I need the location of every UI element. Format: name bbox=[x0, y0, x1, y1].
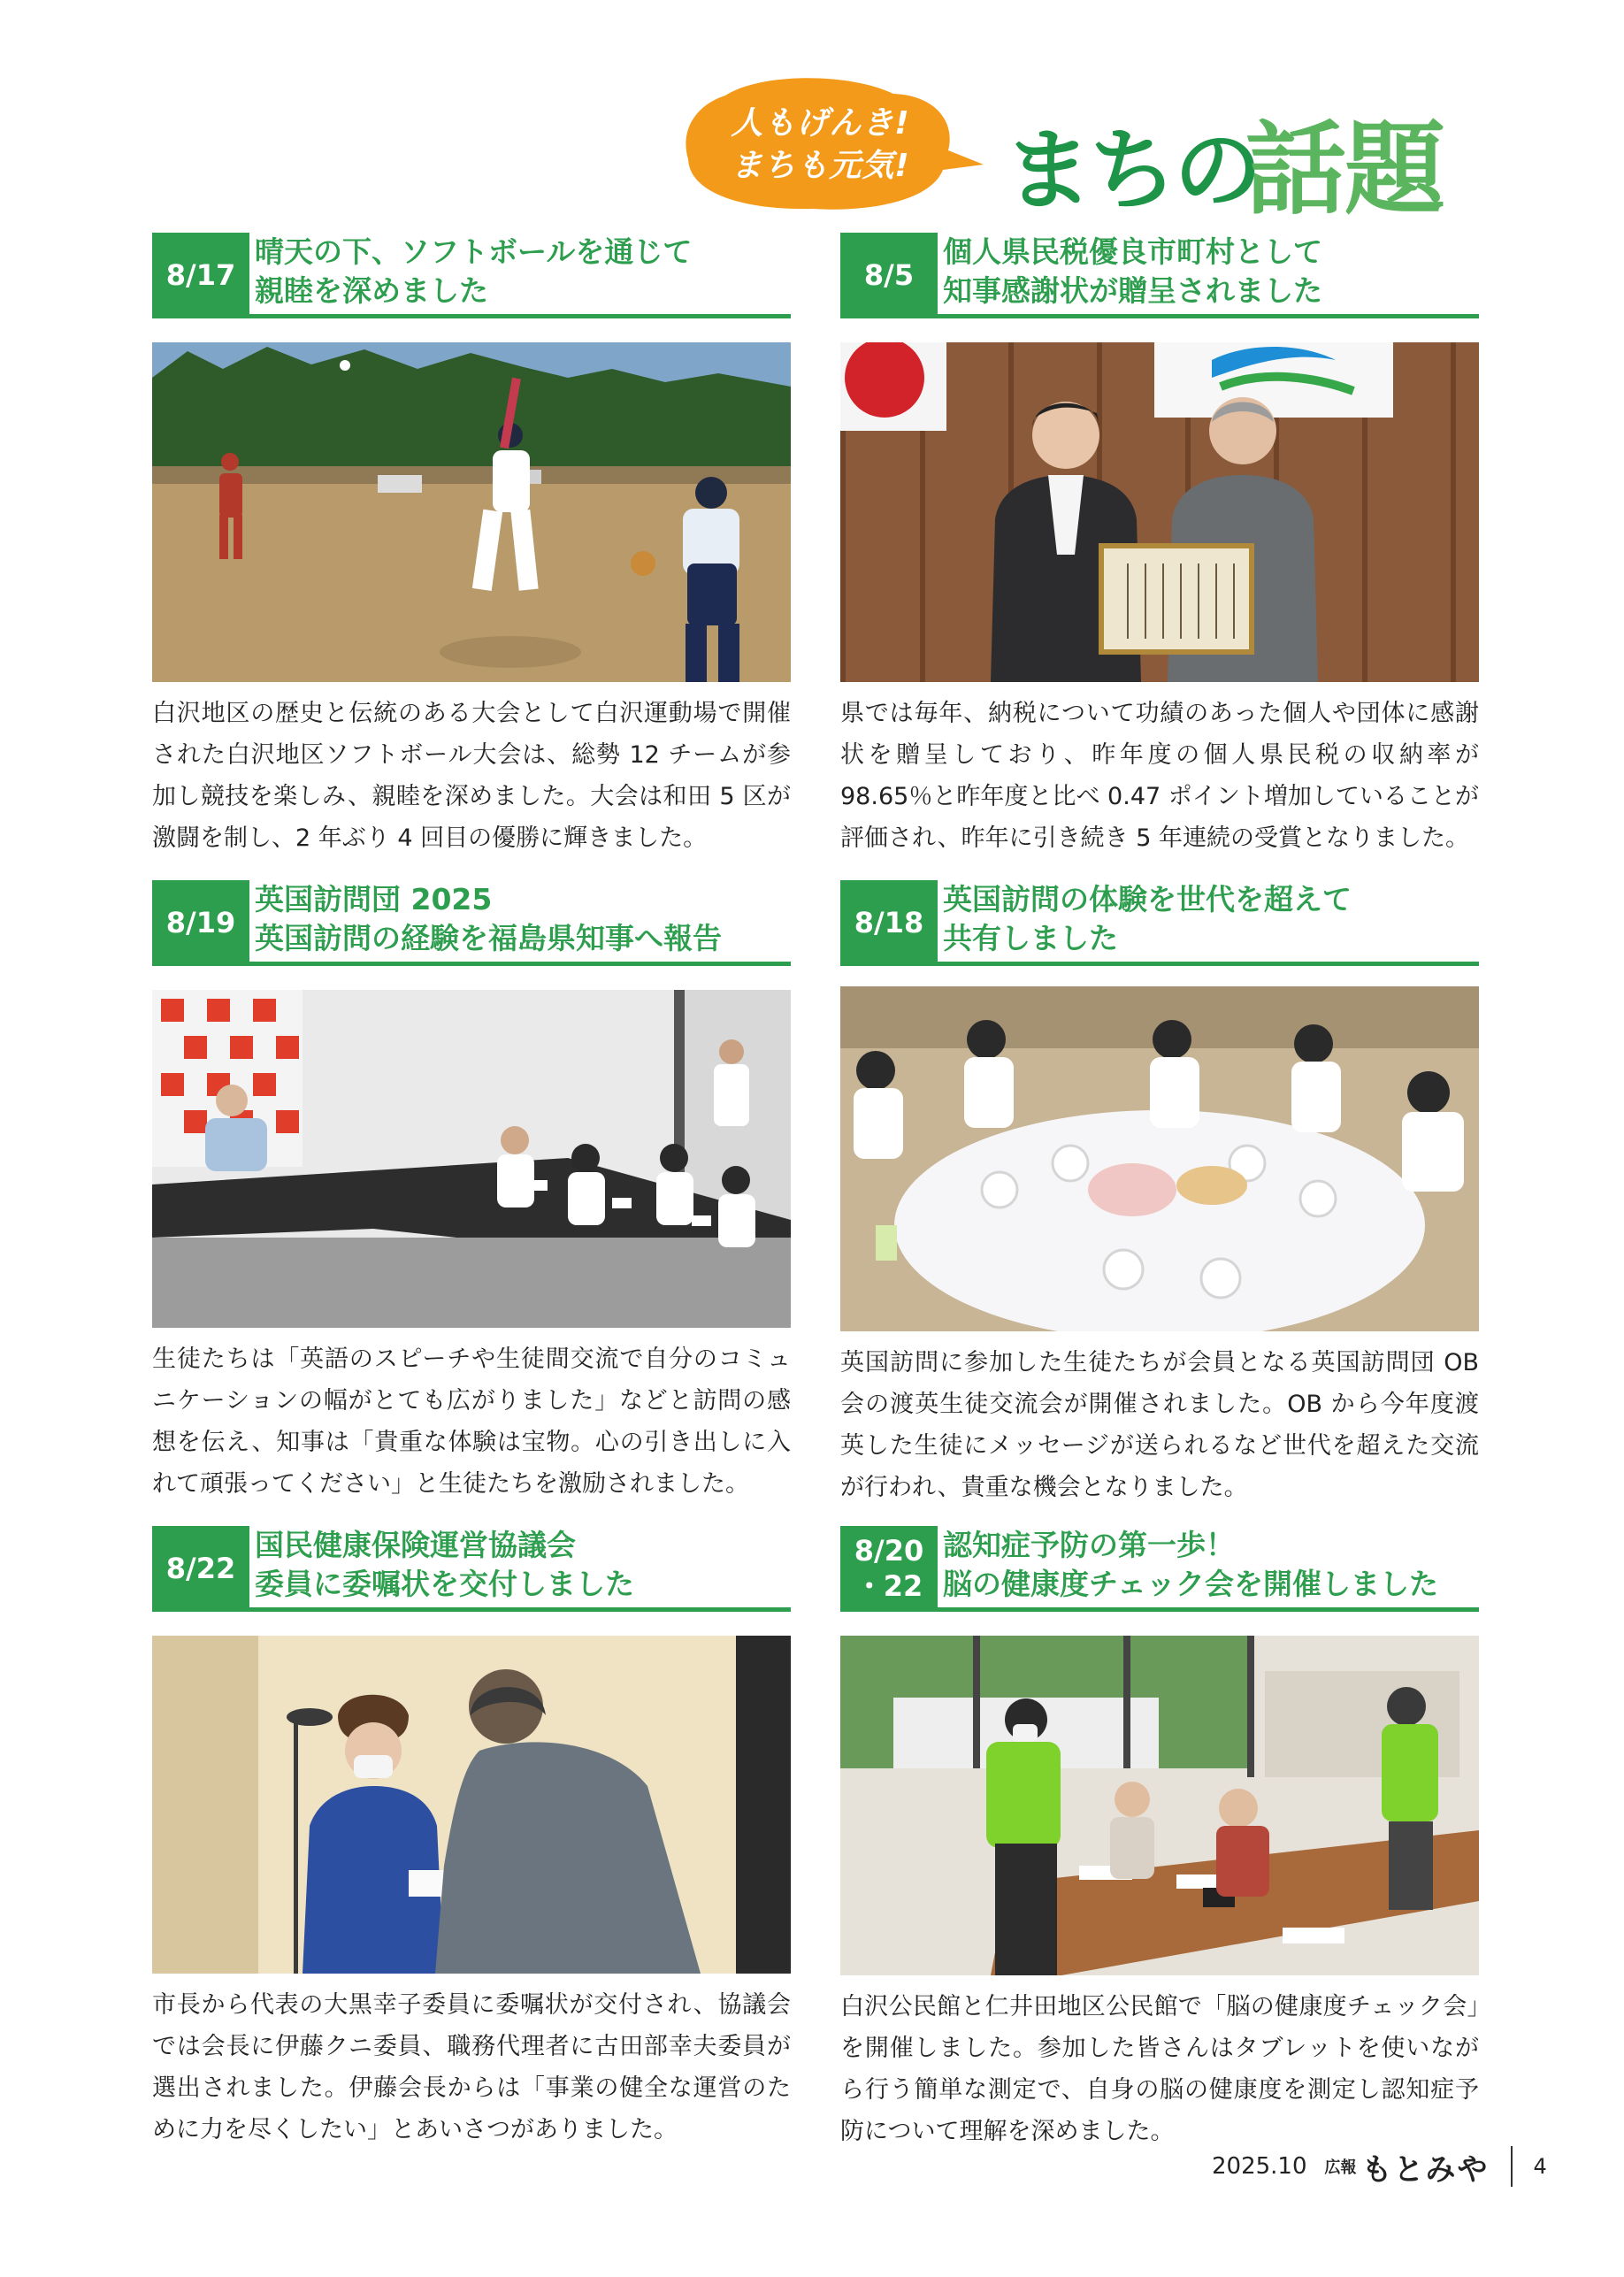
page-title-hiragana: まちの bbox=[1004, 119, 1259, 222]
article-title bbox=[255, 233, 789, 310]
title-underline bbox=[840, 962, 1479, 966]
commission-ceremony-photo bbox=[152, 1636, 791, 1974]
footer-divider bbox=[1511, 2146, 1513, 2187]
article-award bbox=[840, 233, 1479, 859]
article-ob-exchange bbox=[840, 880, 1479, 1508]
award-certificate-photo bbox=[840, 342, 1479, 682]
article-header bbox=[840, 233, 1479, 319]
date-label: 8/18 bbox=[854, 906, 924, 939]
governor-meeting-photo bbox=[152, 990, 791, 1328]
date-label: 8/5 bbox=[863, 258, 915, 292]
date-badge bbox=[840, 880, 938, 965]
title-line-2: 英国訪問の経験を福島県知事へ報告 bbox=[255, 921, 722, 955]
page-number: 4 bbox=[1533, 2154, 1547, 2179]
title-line-1: 英国訪問の体験を世代を超えて bbox=[943, 882, 1352, 916]
title-underline bbox=[840, 1607, 1479, 1612]
article-body: 白沢公民館と仁井田地区公民館で「脳の健康度チェック会」を開催しました。参加した皆さんはタブレットを使いながら行う簡単な測定で、自身の脳の健康度を測定し認知症予防について理解を深めました。 bbox=[840, 1993, 1479, 2145]
magazine-name: もとみや bbox=[1361, 2151, 1490, 2188]
date-badge bbox=[152, 233, 249, 318]
page-header bbox=[0, 0, 1624, 228]
article-uk-report bbox=[152, 880, 791, 1505]
date-label-2: ・22 bbox=[854, 1569, 923, 1603]
title-line-1: 個人県民税優良市町村として bbox=[943, 234, 1322, 269]
date-label: 8/22 bbox=[165, 1552, 236, 1585]
article-title bbox=[943, 1526, 1477, 1604]
title-line-2: 共有しました bbox=[943, 921, 1118, 955]
softball-game-photo bbox=[152, 342, 791, 682]
date-badge bbox=[840, 1526, 938, 1611]
article-body: 英国訪問に参加した生徒たちが会員となる英国訪問団 OB 会の渡英生徒交流会が開催されました。OB から今年度渡英した生徒にメッセージが送られるなど世代を超えた交流が行われ、貴重な機会となりました。 bbox=[840, 1349, 1479, 1501]
article-body: 白沢地区の歴史と伝統のある大会として白沢運動場で開催された白沢地区ソフトボール大会は、総勢 12 チームが参加し競技を楽しみ、親睦を深めました。大会は和田 5 区が激闘を制し、2 年ぶり 4 回目の優勝に輝きました。 bbox=[152, 700, 791, 852]
tea-party-photo bbox=[840, 986, 1479, 1331]
bubble-line-2: まちも元気! bbox=[731, 148, 910, 184]
brain-check-photo bbox=[840, 1636, 1479, 1975]
article-title bbox=[255, 880, 789, 958]
article-title bbox=[943, 880, 1477, 958]
title-underline bbox=[152, 1607, 791, 1612]
article-brain-check bbox=[840, 1526, 1479, 2152]
article-insurance-council bbox=[152, 1526, 791, 2150]
article-header bbox=[152, 233, 791, 319]
title-line-2: 知事感謝状が贈呈されました bbox=[943, 273, 1322, 308]
title-underline bbox=[152, 314, 791, 318]
article-title bbox=[943, 233, 1477, 310]
date-badge bbox=[152, 1526, 249, 1611]
date-label: 8/17 bbox=[165, 258, 236, 292]
article-header bbox=[152, 880, 791, 967]
bubble-line-1: 人もげんき! bbox=[731, 105, 910, 142]
article-header bbox=[840, 880, 1479, 967]
article-body: 市長から代表の大黒幸子委員に委嘱状が交付され、協議会では会長に伊藤クニ委員、職務代理者に古田部幸夫委員が選出されました。伊藤会長からは「事業の健全な運営のために力を尽くしたい」とあいさつがありました。 bbox=[152, 1991, 791, 2143]
title-underline bbox=[840, 314, 1479, 318]
title-line-1: 国民健康保険運営協議会 bbox=[255, 1528, 576, 1562]
article-header bbox=[152, 1526, 791, 1613]
title-line-1: 英国訪問団 2025 bbox=[255, 882, 493, 916]
title-line-2: 委員に委嘱状を交付しました bbox=[255, 1567, 634, 1601]
title-line-2: 親睦を深めました bbox=[255, 273, 488, 308]
date-badge bbox=[152, 880, 249, 965]
bubble-text bbox=[708, 103, 933, 188]
issue-date: 2025.10 bbox=[1212, 2153, 1307, 2180]
title-underline bbox=[152, 962, 791, 966]
title-line-1: 晴天の下、ソフトボールを通じて bbox=[255, 234, 693, 269]
date-badge bbox=[840, 233, 938, 318]
article-body: 県では毎年、納税について功績のあった個人や団体に感謝状を贈呈しており、昨年度の個人県民税の収納率が 98.65％と昨年度と比べ 0.47 ポイント増加していることが評価され、昨年に引き続き 5 年連続の受賞となりました。 bbox=[840, 700, 1479, 852]
article-softball bbox=[152, 233, 791, 859]
title-line-1: 認知症予防の第一歩！ bbox=[943, 1528, 1235, 1562]
title-line-2: 脳の健康度チェック会を開催しました bbox=[943, 1567, 1439, 1601]
page-title-kanji: 話題 bbox=[1245, 111, 1444, 228]
date-label: 8/19 bbox=[165, 906, 236, 939]
page-footer bbox=[1212, 2144, 1547, 2189]
article-header bbox=[840, 1526, 1479, 1613]
kouhou-label: 広報 bbox=[1324, 2158, 1357, 2177]
date-label: 8/20 bbox=[854, 1534, 924, 1568]
article-title bbox=[255, 1526, 789, 1604]
article-body: 生徒たちは「英語のスピーチや生徒間交流で自分のコミュニケーションの幅がとても広がりました」などと訪問の感想を伝え、知事は「貴重な体験は宝物。心の引き出しに入れて頑張ってください」と生徒たちを激励されました。 bbox=[152, 1346, 791, 1498]
